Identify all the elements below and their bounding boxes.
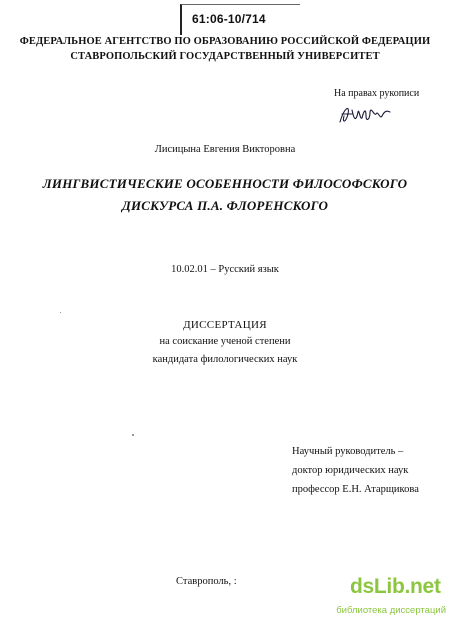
supervisor-degree: доктор юридических наук <box>292 465 409 476</box>
author-name: Лисицына Евгения Викторовна <box>154 144 296 155</box>
scan-speck <box>132 434 134 436</box>
dissertation-title-line-1: ЛИНГВИСТИЧЕСКИЕ ОСОБЕННОСТИ ФИЛОСОФСКОГО <box>42 176 408 191</box>
handwritten-signature <box>336 100 392 128</box>
stamp-number: 61:06-10/714 <box>192 12 266 26</box>
city-and-year: Ставрополь, : <box>176 576 237 587</box>
manuscript-rights-note: На правах рукописи <box>334 88 420 99</box>
watermark-brand: dsLib.net <box>350 575 441 598</box>
scan-speck <box>60 312 61 313</box>
degree-line-2: кандидата филологических наук <box>152 354 298 365</box>
dslib-watermark-logo <box>336 575 448 625</box>
degree-line-1: на соискание ученой степени <box>159 336 291 347</box>
organization-line-1: ФЕДЕРАЛЬНОЕ АГЕНТСТВО ПО ОБРАЗОВАНИЮ РОССИЙСКОЙ ФЕДЕРАЦИИ <box>19 36 431 47</box>
supervisor-name: профессор Е.Н. Атарщикова <box>292 484 419 495</box>
library-stamp <box>180 4 300 35</box>
dissertation-title-line-2: ДИСКУРСА П.А. ФЛОРЕНСКОГО <box>121 198 329 213</box>
supervisor-role: Научный руководитель – <box>292 446 404 457</box>
organization-line-2: СТАВРОПОЛЬСКИЙ ГОСУДАРСТВЕННЫЙ УНИВЕРСИТЕТ <box>70 51 380 62</box>
watermark-tagline: библиотека диссертаций <box>336 605 446 616</box>
specialty-code: 10.02.01 – Русский язык <box>171 264 279 275</box>
dissertation-label: ДИССЕРТАЦИЯ <box>183 319 267 331</box>
